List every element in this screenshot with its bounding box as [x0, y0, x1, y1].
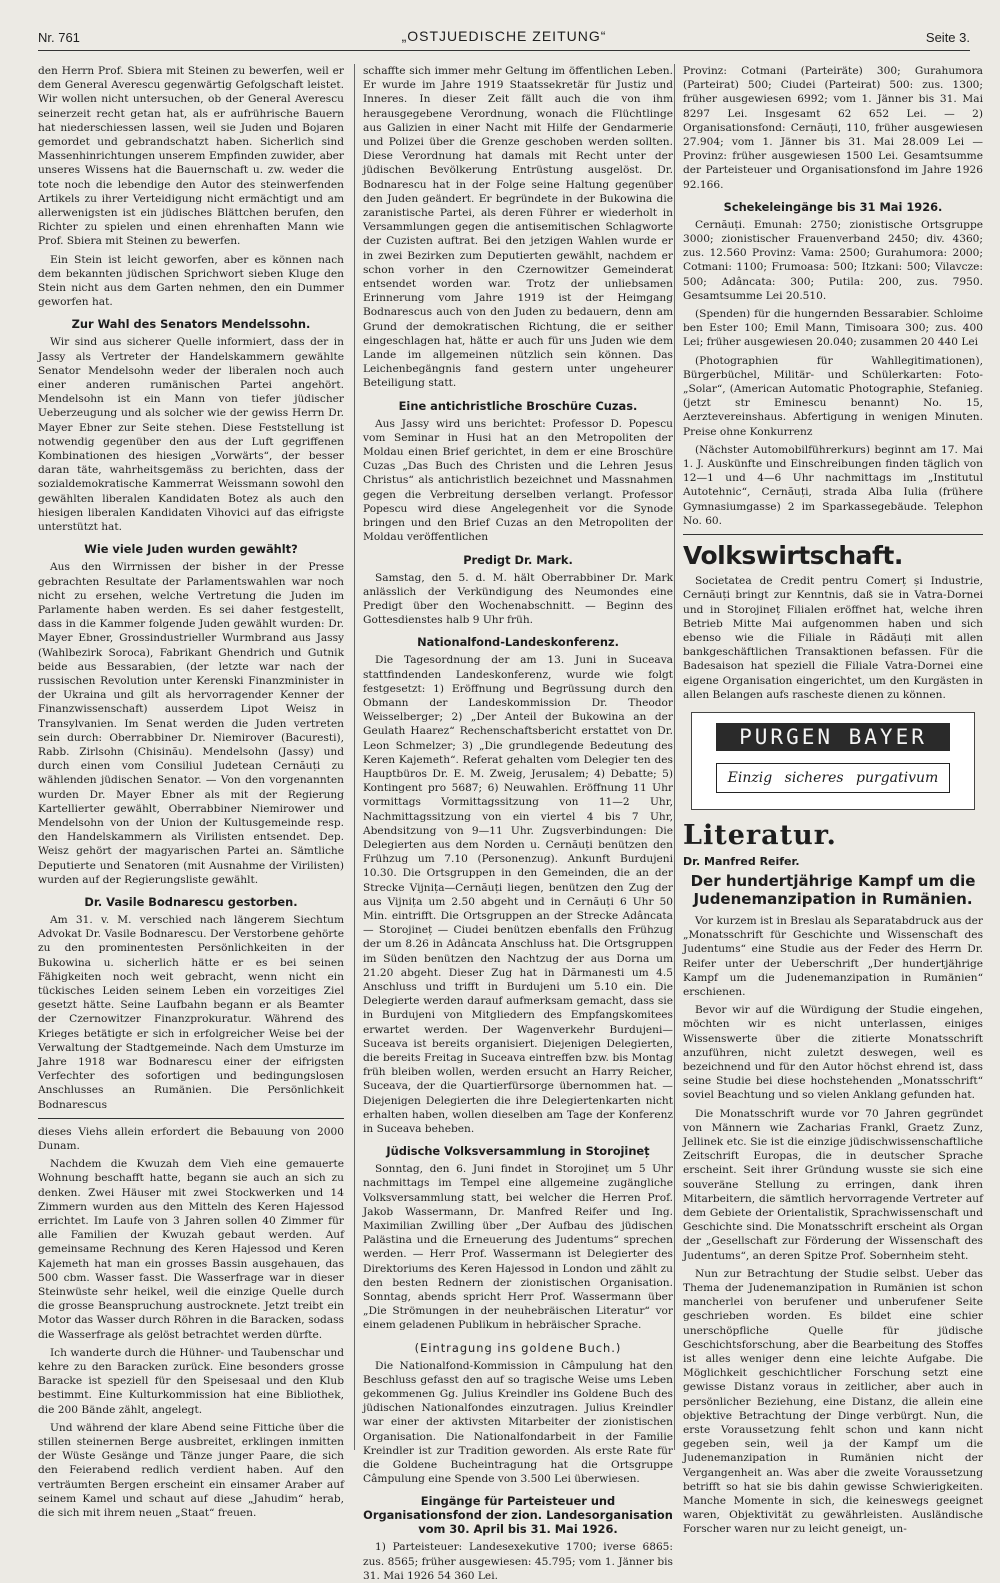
- headline-mendelssohn: Zur Wahl des Senators Mendelssohn.: [71, 317, 311, 332]
- headline-goldenes-buch: (Eintragung ins goldene Buch.): [414, 1340, 622, 1355]
- notice-automobil: (Nächster Automobilführerkurs) beginnt am 17. Mai 1. J. Auskünfte und Einschreibungen finden täglich von 12—1 und 4—6 Uhr nachmittags im „Institutul Autotehnic“, Cernăuți, strada Alba Iulia (frühere Gymnasiumgasse) 2 im Sparkassegebäude. Telephon No. 60.: [683, 443, 983, 527]
- purgen-bayer-advertisement: [691, 712, 975, 810]
- article-bodnarescu: Am 31. v. M. verschied nach längerem Siechtum Advokat Dr. Vasile Bodnarescu. Der Verstorbene gehörte zu den prominentesten Persönlichkeiten in der Bukowina u. sicherlich hätte er es bei seinen Fähigkeiten noch weit gebracht, wenn nicht ein tückisches Leiden seinem Leben ein vorzeitiges Ziel gesetzt hätte. Seine Laufbahn begann er als Beamter der Czernowitzer Finanzprokuratur. Während des Krieges betätigte er sich in erfolgreicher Weise bei der Verwaltung der Stadtgemeinde. Nach dem Umsturze im Jahre 1918 war Bodnarescu einer der eifrigsten Verfechter des sofortigen und bedingungslosen Anschlusses an Rumänien. Die Persönlichkeit Bodnarescus: [38, 913, 344, 1111]
- article-eingaenge: 1) Parteisteuer: Landesexekutive 1700; iverse 6865: zus. 8565; früher ausgewiesen: 45.795; vom 1. Jänner bis 31. Mai 1926 54 360 Lei.: [363, 1541, 673, 1582]
- headline-juden-gewaehlt: Wie viele Juden wurden gewählt?: [84, 542, 298, 557]
- article-goldenes-buch: Die Nationalfond-Kommission in Câmpulung hat den Beschluss gefasst den auf so tragische Weise ums Leben gekommenen Gg. Julius Kreindler ins Goldene Buch des jüdischen Nationalfondes einzutragen. Julius Kreindler war einer der aktivsten Mitarbeiter der zionistischen Organisation. Die Nationalfondarbeit in der Familie Kreindler ist zur Tradition geworden. Als erste Rate für die Goldene Bucheintragung hat die Ortsgruppe Câmpulung eine Spende von 3.500 Lei überwiesen.: [363, 1359, 673, 1486]
- column-divider: [38, 1118, 344, 1119]
- notice-photographien: (Photographien für Wahllegitimationen), Bürgerbüchel, Militär- und Schülerkarten: Foto-„Solar“, (American Automatic Photographie, Stefanieg. (jetzt str Eminescu benannt) No. 15, Aerztevereinshaus. Abfertigung in wenigen Minuten. Preise ohne Konkurrenz: [683, 354, 983, 438]
- article-schekel: Cernăuți. Emunah: 2750; zionistische Ortsgruppe 3000; zionistischer Frauenverband 2450; div. 4360; zus. 12.560 Provinz: Vama: 2500; Gurahumora: 2000; Cotmani: 1100; Frumoasa: 500; Itzkani: 500; Vilavcze: 500; Adâncata: 300; Putila: 200, zus. 7950. Gesamtsumme Lei 20.510.: [683, 218, 983, 302]
- ad-tagline: Einzig sicheres purgativum: [716, 763, 950, 793]
- article-author: Dr. Manfred Reifer.: [683, 854, 800, 868]
- notice-spenden: (Spenden) für die hungernden Bessarabier. Schloime ben Ester 100; Emil Mann, Timisoara 300; zus. 400 Lei; früher ausgewiesen 20.040; zusammen 20 440 Lei: [683, 308, 983, 349]
- kwuzah-paragraph-2: Nachdem die Kwuzah dem Vieh eine gemauerte Wohnung beschafft hatte, begann sie auch an sich zu denken. Zwei Häuser mit zwei Stockwerken und 14 Zimmern wurden aus den Mitteln des Keren Hajessod errichtet. Im Laufe von 3 Jahren sollen 40 Zimmer für alle Familien der Kwuzah gebaut werden. Auf gemeinsame Rechnung des Keren Hajessod und Keren Kajemeth hat man ein grosses Bassin ausgehauen, das 500 cbm. Wasser fasst. Die Wasserfrage war in dieser Steinwüste sehr heikel, weil die einzige Quelle durch die grosse Beanspruchung austrocknete. Jetzt treibt ein Motor das Wasser durch Röhren in die Baracken, sodass die Wasserfrage als gelöst betrachtet werden dürfte.: [38, 1158, 344, 1341]
- sbiera-paragraph: den Herrn Prof. Sbiera mit Steinen zu bewerfen, weil er dem General Averescu gegenwärtig Gefolgschaft leistet. Wir wollen nicht untersuchen, ob der General Averescu seinerzeit recht getan hat, als er aufrührische Bauern hat niederschiessen lassen, weil sie Juden und Bojaren gemordet und gebrandschatzt haben. Sicherlich sind Massenhinrichtungen unserem Empfinden zuwider, aber unseres Wissens hat die Bauernschaft u. zw. weder die tote noch die lebendige den Autor des steinwerfenden Artikels zu ihrer Verteidigung nicht ermächtigt und am allerwenigsten ist ein jüdisches Blättchen berufen, den Richter zu spielen und einen ehrenhaften Mann wie Prof. Sbiera mit Steinen zu bewerfen.: [38, 65, 344, 248]
- article-nationalfond: Die Tagesordnung der am 13. Juni in Suceava stattfindenden Landeskonferenz, wurde wie folgt festgesetzt: 1) Eröffnung und Begrüssung durch den Obmann der Landeskommission Dr. Theodor Weisselberger; 2) „Der Anteil der Bukowina an der Geulath Haarez“ Rechenschaftsbericht erstattet von Dr. Leon Schmelzer; 3) „Die grundlegende Bedeutung des Keren Kajemeth“. Referat gehalten vom Delegier ten des Hauptbüros Dr. E. M. Zweig, Jerusalem; 4) Debatte; 5) Kontingent pro 5687; 6) Neuwahlen. Eröffnung 11 Uhr vormittags Vormittagssitzung von 11—2 Uhr, Nachmittagssitzung von ein viertel 4 bis 7 Uhr, Abendsitzung von 9—11 Uhr. Zugsverbindungen: Die Delegierten aus dem Norden u. Cernăuți benützen den Frühzug um 7.10 (Personenzug). Ankunft Burdujeni 10.30. Die Ortsgruppen in den Gemeinden, die an der Strecke Vijnița—Cernăuți liegen, benützen den Zug der aus Vijnița um 2.50 abgeht und in Cernăuți 6 Uhr 50 Min. eintrifft. Die Ortsgruppen an der Strecke Adâncata — Storojineț — Ciudei benützen ebenfalls den Frühzug der um 8.26 in Adâncata Anschluss hat. Die Ortsgruppen im Süden benützen den Nachtzug der aus Dorna um 21.20 abgeht. Dieser Zug hat in Dărmanesti um 4.5 Anschluss und trifft in Burdujeni um 5.10 ein. Die Delegierte werden darauf aufmerksam gemacht, dass sie in Burdujeni von Mitgliedern des Empfangskomitees erwartet werden. Der Wagenverkehr Burdujeni—Suceava ist bereits organisiert. Diejenigen Delegierten, die bereits Freitag in Suceava eintreffen bzw. bis Montag früh bleiben wollen, werden ersucht an Harry Reicher, Suceava, der die Quartierfürsorge übernommen hat. — Diejenigen Delegierten die ihre Delegiertenkarten nicht erhalten haben, wollen dieselben am Tage der Konferenz in Suceava beheben.: [363, 654, 673, 1136]
- literatur-paragraph-2: Bevor wir auf die Würdigung der Studie eingehen, möchten wir es nicht unterlassen, einiges Wissenswerte über die zitierte Monatsschrift anzuführen, nicht zuletzt deswegen, weil es bezeichnend und für den Autor höchst ehrend ist, dass seine Studie bei diese hochstehenden „Monatsschrift“ soviel Beachtung und so vielen Anklang gefunden hat.: [683, 1004, 983, 1102]
- article-storojinet: Sonntag, den 6. Juni findet in Storojineț um 5 Uhr nachmittags im Tempel eine allgemeine zugängliche Volksversammlung statt, bei welcher die Herren Prof. Jakob Wassermann, Dr. Manfred Reifer und Ing. Maximilian Zwilling über „Der Aufbau des jüdischen Palästina und die Erneuerung des Judentums“ sprechen werden. — Herr Prof. Wassermann ist Delegierter des Direktoriums des Keren Hajessod in London und zählt zu den besten Rednern der zionistischen Organisation. Sonntag, abends spricht Herr Prof. Wassermann über „Die Strömungen in der neuhebräischen Literatur“ vor einem geladenen Publikum in hebräischer Sprache.: [363, 1163, 673, 1332]
- literatur-paragraph-4: Nun zur Betrachtung der Studie selbst. Ueber das Thema der Judenemanzipation in Rumänien ist schon mancherlei von berufener und unberufener Seite geschrieben worden. Es bildet eine schier unerschöpfliche Quelle für jüdische Geschichtsforschung, aber die Bearbeitung des Stoffes ist alles weniger denn eine leichte Aufgabe. Die Möglichkeit geschichtlicher Forschung setzt eine gewisse Distanz voraus in zeitlicher, aber auch in persönlicher Beziehung, eine Distanz, die allein eine objektive Betrachtung der Dinge verbürgt. Nun, die erste Voraussetzung fehlt schon und kann nicht gegeben sein, weil ja der Kampf um die Judenemanzipation in Rumänien nicht der Vergangenheit an. Was aber die zweite Voraussetzung betrifft so hat sie bis dahin gewisse Schwierigkeiten. Manche Momente in sich, die keineswegs geeignet waren, Objektivität zu gewährleisten. Ausländische Forscher waren nur zu leicht geneigt, un-: [683, 1267, 983, 1536]
- column-2: [354, 64, 673, 1582]
- article-societatea: Societatea de Credit pentru Comerț și Industrie, Cernăuți bringt zur Kenntnis, daß sie in Vatra-Dornei und in Storojineț Filialen eröffnet hat, welche ihren Betrieb Mitte Mai aufgenommen haben und sich ebenso wie die Filiale in Rădăuți mit allen bankgeschäftlichen Transaktionen befassen. Für die Badesaison hat speziell die Filiale Vatra-Dornei eine eigene Organisation eingerichtet, um den Kurgästen in allen Belangen aufs rascheste dienen zu können.: [683, 575, 983, 701]
- ad-brand: PURGEN BAYER: [716, 723, 950, 751]
- literatur-paragraph-1: Vor kurzem ist in Breslau als Separatabdruck aus der „Monatsschrift für Geschichte und Wissenschaft des Judentums“ eine Studie aus der Feder des Herrn Dr. Reifer unter der Ueberschrift „Der hundertjährige Kampf um die Judenemanzipation in Rumänien“ erschienen.: [683, 914, 983, 998]
- provinz-paragraph: Provinz: Cotmani (Parteiräte) 300; Gurahumora (Parteirat) 500; Ciudei (Parteirat) 500: zus. 1300; früher ausgewiesen 6992; vom 1. Jänner bis 31. Mai 8297 Lei. Insgesamt 62 652 Lei. — 2) Organisationsfond: Cernăuți, 110, früher ausgewiesen 27.904; vom 1. Jänner bis 31. Mai 28.009 Lei — Provinz: früher ausgewiesen 1500 Lei. Gesamtsumme der Parteisteuer und Organisationsfond im Jahre 1926 92.166.: [683, 65, 983, 191]
- kwuzah-paragraph-4: Und während der klare Abend seine Fittiche über die stillen steinernen Berge ausbreitet, erklingen inmitten der Wüste Gesänge und Tänze junger Paare, die sich den Feierabend redlich verdient haben. Auf den verträumten Bergen erscheint ein einsamer Araber auf seinem Kamel und schaut auf diese „Jahudim“ herab, die sich mit ihrem neuen „Staat“ freuen.: [38, 1421, 344, 1520]
- column-3: [674, 64, 983, 1536]
- article-predigt-mark: Samstag, den 5. d. M. hält Oberrabbiner Dr. Mark anlässlich der Verkündigung des Neumondes eine Predigt über den Wochenabschnitt. — Beginn des Gottesdienstes halb 9 Uhr früh.: [363, 571, 673, 627]
- headline-predigt-mark: Predigt Dr. Mark.: [463, 552, 573, 567]
- article-juden-gewaehlt: Aus den Wirrnissen der bisher in der Presse gebrachten Resultate der Parlamentswahlen war noch nicht zu ersehen, welche Vertretung die Juden im Parlamente haben werden. Es sei daher festgestellt, dass in die Kammer folgende Juden gewählt wurden: Dr. Mayer Ebner, Grossindustrieller Wurmbrand aus Jassy (Wahlbezirk Soroca), Fabrikant Ghendrich und Gutnik beide aus Bessarabien, (der letzte war nach der russischen Revolution unter Kerenski Finanzminister in der Ukraina und gilt als hervorragender Kenner der Finanzwissenschaft) ausserdem Lipot Weisz in Transylvanien. Im Senat werden die Juden vertreten sein durch: Oberrabbiner Dr. Niemirover (Bacuresti), Rabb. Zirlsohn (Chisinău). Mendelsohn (Jassy) und durch einen vom Consiliul Judetean Cernăuți zu wählenden jüdischen Senator. — Von den vorgenannten wurden Dr. Mayer Ebner als mit der Regierung Kartellierter gewählt, Oberrabbiner Niemirower und Mendelsohn von der Union der Kultusgemeinde resp. den Handelskammern als Virilisten entsendet. Dep. Weisz gehört der magyarischen Partei an. Sämtliche Deputierte und Senatoren (mit Ausnahme der Virilisten) wurden auf der Regierungsliste gewählt.: [38, 561, 344, 886]
- headline-cuza-brochure: Eine antichristliche Broschüre Cuzas.: [398, 398, 638, 413]
- page-number: Seite 3.: [925, 30, 970, 45]
- masthead: [38, 22, 970, 51]
- section-literatur: Literatur.: [683, 819, 837, 851]
- column-1: [38, 64, 344, 1520]
- literatur-paragraph-3: Die Monatsschrift wurde vor 70 Jahren gegründet von Männern wie Zacharias Frankl, Graetz Zunz, Jellinek etc. Sie ist die einzige jüdischwissenschaftliche Zeitschrift Europas, die in deutscher Sprache erscheint. Seit ihrer Gründung wusste sie sich eine souveräne Stellung zu erringen, dank ihren Mitarbeitern, die sämtlich hervorragende Vertreter auf dem Gebiete der Orientalistik, Sprachwissenschaft und Geschichte sind. Die Monatsschrift erscheint als Organ der „Gesellschaft zur Förderung der Wissenschaft des Judentums“, an deren Spitze Prof. Sobernheim steht.: [683, 1107, 983, 1262]
- article-mendelssohn: Wir sind aus sicherer Quelle informiert, dass der in Jassy als Vertreter der Handelskammern gewählte Senator Mendelsohn weder der liberalen noch auch einer anderen rumänischen Partei angehört. Mendelsohn ist ein Mann von tiefer jüdischer Ueberzeugung und als solcher wie der gewiss Herrn Dr. Mayer Ebner zur Seite stehen. Diese Feststellung ist notwendig gegenüber den aus der Luft gegriffenen Kombinationen des hiesigen „Vorwärts“, der besser daran täte, wahrheitsgemäss zu berichten, dass der sozialdemokratische Kammerrat Weissmann sowohl den gewählten liberalen Kandidaten Botez als auch den hiesigen liberalen Kandidaten Vihovici auf das eifrigste unterstützt hat.: [38, 336, 344, 534]
- article-cuza-brochure: Aus Jassy wird uns berichtet: Professor D. Popescu vom Seminar in Husi hat an den Metropoliten der Moldau einen Brief gerichtet, in dem er eine Broschüre Cuzas „Das Buch des Christen und die Lehren Jesus Christus“ als antichristlich bezeichnet und Massnahmen gegen die Verbreitung derselben verlangt. Professor Popescu wird diese Angelegenheit vor die Synode bringen und den Brief Cuzas an den Metropoliten der Moldau veröffentlichen: [363, 417, 673, 544]
- kwuzah-paragraph-1: dieses Viehs allein erfordert die Bebauung von 2000 Dunam.: [38, 1125, 344, 1153]
- issue-number: Nr. 761: [38, 30, 80, 45]
- headline-bodnarescu: Dr. Vasile Bodnarescu gestorben.: [84, 894, 298, 909]
- proverb-paragraph: Ein Stein ist leicht geworfen, aber es können nach dem bekannten jüdischen Sprichwort sieben Kluge den Stein nicht aus dem Garten nehmen, den ein Dummer geworfen hat.: [38, 253, 344, 309]
- section-divider: [683, 534, 983, 535]
- headline-storojinet: Jüdische Volksversammlung in Storojineț: [386, 1144, 650, 1159]
- headline-nationalfond: Nationalfond-Landeskonferenz.: [417, 635, 619, 650]
- bodnarescu-continued: schaffte sich immer mehr Geltung im öffentlichen Leben. Er wurde im Jahre 1919 Staatssekretär für Justiz und Inneres. In dieser Zeit fällt auch die von ihm herausgegebene Verordnung, wonach die Flüchtlinge aus Galizien in einer Nacht mit Hilfe der Gendarmerie und Polizei über die Grenze geschoben werden sollten. Diese Verordnung hat damals mit Recht unter der jüdischen Bevölkerung Entrüstung ausgelöst. Dr. Bodnarescu hat in der Folge seine Haltung gegenüber den Juden geändert. Er begründete in der Bukowina die zaranistische Partei, als deren Führer er wiederholt in Versammlungen gegen die antisemitischen Schlagworte der Cuzisten auftrat. Bei den jetzigen Wahlen wurde er in zwei Bezirken zum Deputierten gewählt, nachdem er schon vorher in den Czernowitzer Gemeinderat entsendet worden war. Trotz der unliebsamen Erinnerung vom Jahre 1919 ist der Heimgang Bodnarescus auch von den Juden zu bedauern, denn am Grund der demokratischen Richtung, die er seither eingeschlagen hat, hätte er auch für uns Juden wie dem Lande im allgemeinen nützlich sein können. Das Leichenbegängnis fand gestern unter ungeheurer Beteiligung statt.: [363, 65, 673, 390]
- headline-schekel: Schekeleingänge bis 31 Mai 1926.: [723, 199, 943, 214]
- article-subhead: Der hundertjährige Kampf um die Judenemanzipation in Rumänien.: [690, 871, 976, 908]
- section-volkswirtschaft: Volkswirtschaft.: [683, 541, 903, 571]
- headline-eingaenge: Eingänge für Parteisteuer und Organisationsfond der zion. Landesorganisation vom 30. April bis 31. Mai 1926.: [363, 1494, 673, 1537]
- newspaper-title: „OSTJUEDISCHE ZEITUNG“: [401, 28, 607, 44]
- kwuzah-paragraph-3: Ich wanderte durch die Hühner- und Taubenschar und kehre zu den Baracken zurück. Eine besonders grosse Baracke ist speziell für den Speisesaal und den Klub bestimmt. Eine Kulturkommission hat eine Bibliothek, die 200 Bände zählt, angelegt.: [38, 1346, 344, 1416]
